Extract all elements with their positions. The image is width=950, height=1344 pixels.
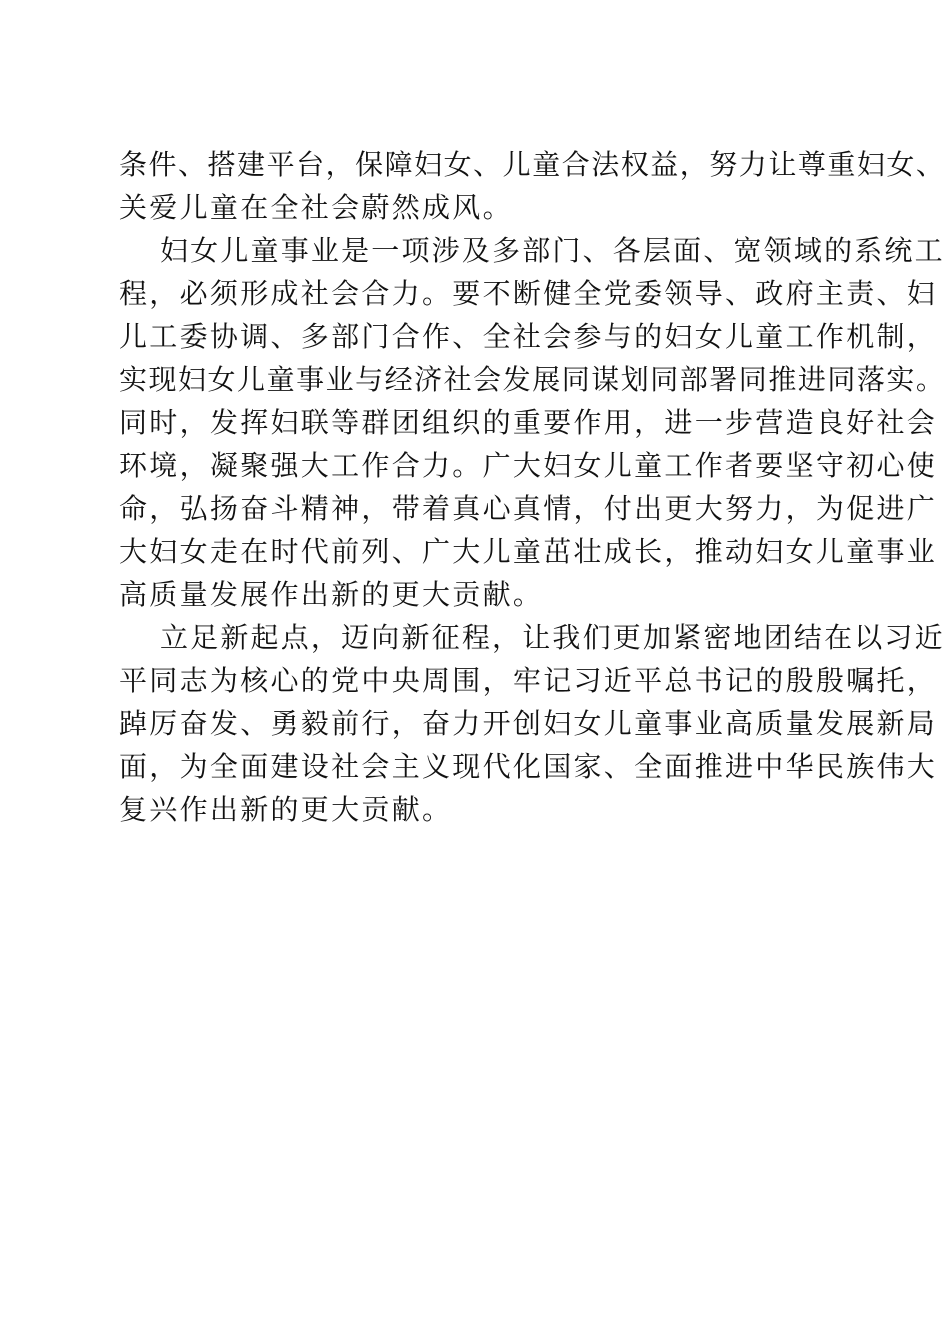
- text-line: 程，必须形成社会合力。要不断健全党委领导、政府主责、妇: [119, 277, 938, 310]
- text-line: 妇女儿童事业是一项涉及多部门、各层面、宽领域的系统工: [160, 234, 945, 267]
- text-line: 复兴作出新的更大贡献。: [119, 793, 453, 826]
- text-line: 立足新起点，迈向新征程，让我们更加紧密地团结在以习近: [160, 621, 945, 654]
- text-line: 儿工委协调、多部门合作、全社会参与的妇女儿童工作机制，: [119, 320, 938, 353]
- text-line: 命，弘扬奋斗精神，带着真心真情，付出更大努力，为促进广: [119, 492, 938, 525]
- text-line: 同时，发挥妇联等群团组织的重要作用，进一步营造良好社会: [119, 406, 938, 439]
- text-line: 实现妇女儿童事业与经济社会发展同谋划同部署同推进同落实。: [119, 363, 946, 396]
- text-line: 踔厉奋发、勇毅前行，奋力开创妇女儿童事业高质量发展新局: [119, 707, 938, 740]
- text-line: 大妇女走在时代前列、广大儿童茁壮成长，推动妇女儿童事业: [119, 535, 938, 568]
- text-line: 环境，凝聚强大工作合力。广大妇女儿童工作者要坚守初心使: [119, 449, 938, 482]
- text-line: 条件、搭建平台，保障妇女、儿童合法权益，努力让尊重妇女、: [119, 148, 946, 181]
- text-line: 高质量发展作出新的更大贡献。: [119, 578, 544, 611]
- text-line: 平同志为核心的党中央周围，牢记习近平总书记的殷殷嘱托，: [119, 664, 938, 697]
- text-line: 面，为全面建设社会主义现代化国家、全面推进中华民族伟大: [119, 750, 938, 783]
- text-line: 关爱儿童在全社会蔚然成风。: [119, 191, 513, 224]
